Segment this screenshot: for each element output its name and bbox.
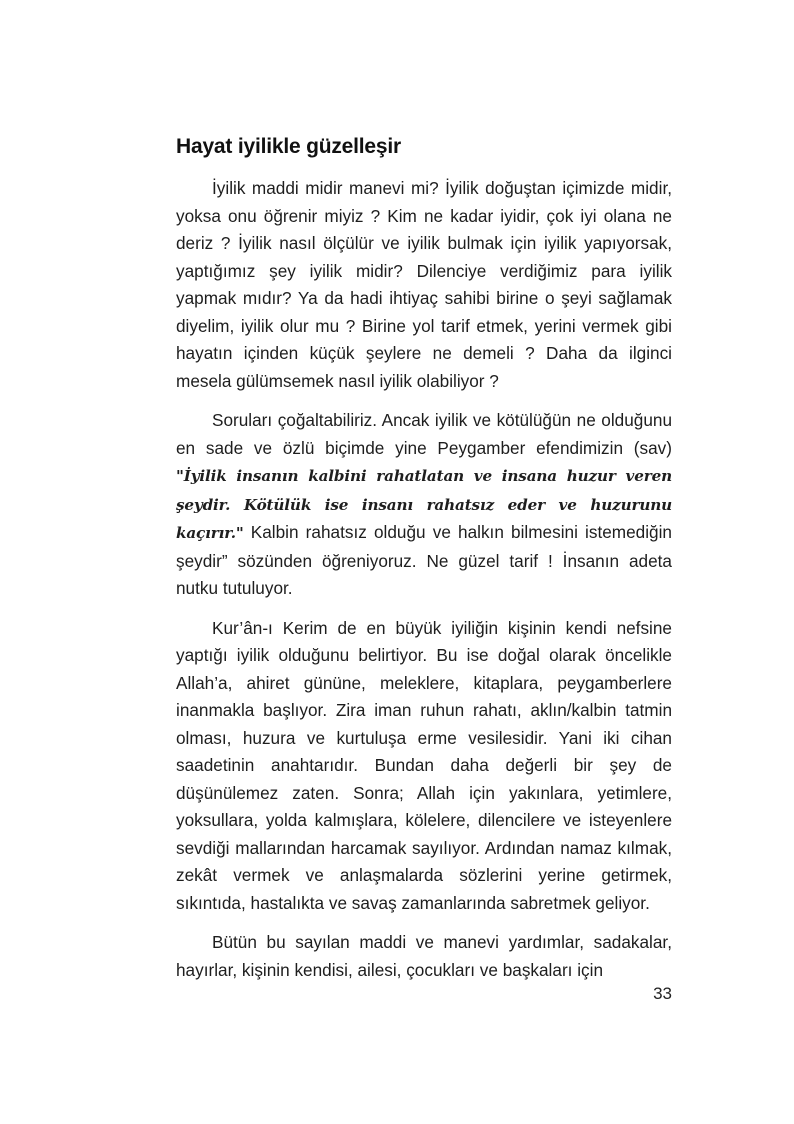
section-heading: Hayat iyilikle güzelleşir <box>176 135 401 158</box>
paragraph-4: Bütün bu sayılan maddi ve manevi yardımlar, sadakalar, hayırlar, kişinin kendisi, ailesi, çocukları ve başkaları için <box>176 932 672 980</box>
page-number: 33 <box>653 984 672 1003</box>
paragraph-2 <box>176 407 672 603</box>
paragraph-2-intro: Soruları çoğaltabiliriz. Ancak iyilik ve kötülüğün ne olduğunu en sade ve özlü biçimde yine Peygamber efendimizin (sav) <box>176 410 672 458</box>
paragraph-1: İyilik maddi midir manevi mi? İyilik doğuştan içimizde midir, yoksa onu öğrenir miyiz ? Kim ne kadar iyidir, çok iyi olana ne deriz ? İyilik nasıl ölçülür ve iyilik bulmak için iyilik yapıyorsak, yaptığımız şey iyilik midir? Dilenciye verdiğimiz para iyilik yapmak mıdır? Ya da hadi ihtiyaç sahibi birine o şeyi sağlamak diyelim, iyilik olur mu ? Birine yol tarif etmek, yerini vermek gibi hayatın içinden küçük şeylere ne demeli ? Daha da ilginci mesela gülümsemek nasıl iyilik olabiliyor ? <box>176 178 672 391</box>
paragraph-3: Kur’ân-ı Kerim de en büyük iyiliğin kişinin kendi nefsine yaptığı iyilik olduğunu belirtiyor. Bu ise doğal olarak öncelikle Allah’a, ahiret gününe, meleklere, kitaplara, peygamberlere inanmakla başlıyor. Zira iman ruhun rahatı, aklın/kalbin tatmin olması, huzura ve kurtuluşa erme vesilesidir. Yani iki cihan saadetinin anahtarıdır. Bundan daha değerli bir şey de düşünülemez zaten. Sonra; Allah için yakınlara, yetimlere, yoksullara, yolda kalmışlara, kölelere, dilencilere ve isteyenlere sevdiği mallarından harcamak sayılıyor. Ardından namaz kılmak, zekât vermek ve anlaşmalarda sözlerini yerine getirmek, sıkıntıda, hastalıkta ve savaş zamanlarında sabretmek geliyor. <box>176 617 672 913</box>
paragraph-2-outro: Kalbin rahatsız olduğu ve halkın bilmesini istemediğin şeydir” sözünden öğreniyoruz. Ne güzel tarif ! İnsanın adeta nutku tutuluyor. <box>176 522 672 598</box>
page-body <box>176 132 672 996</box>
hadith-quote: "İyilik insanın kalbini rahatlatan ve insana huzur veren şeydir. Kötülük ise insanı rahatsız eder ve huzurunu kaçırır." <box>176 467 672 542</box>
